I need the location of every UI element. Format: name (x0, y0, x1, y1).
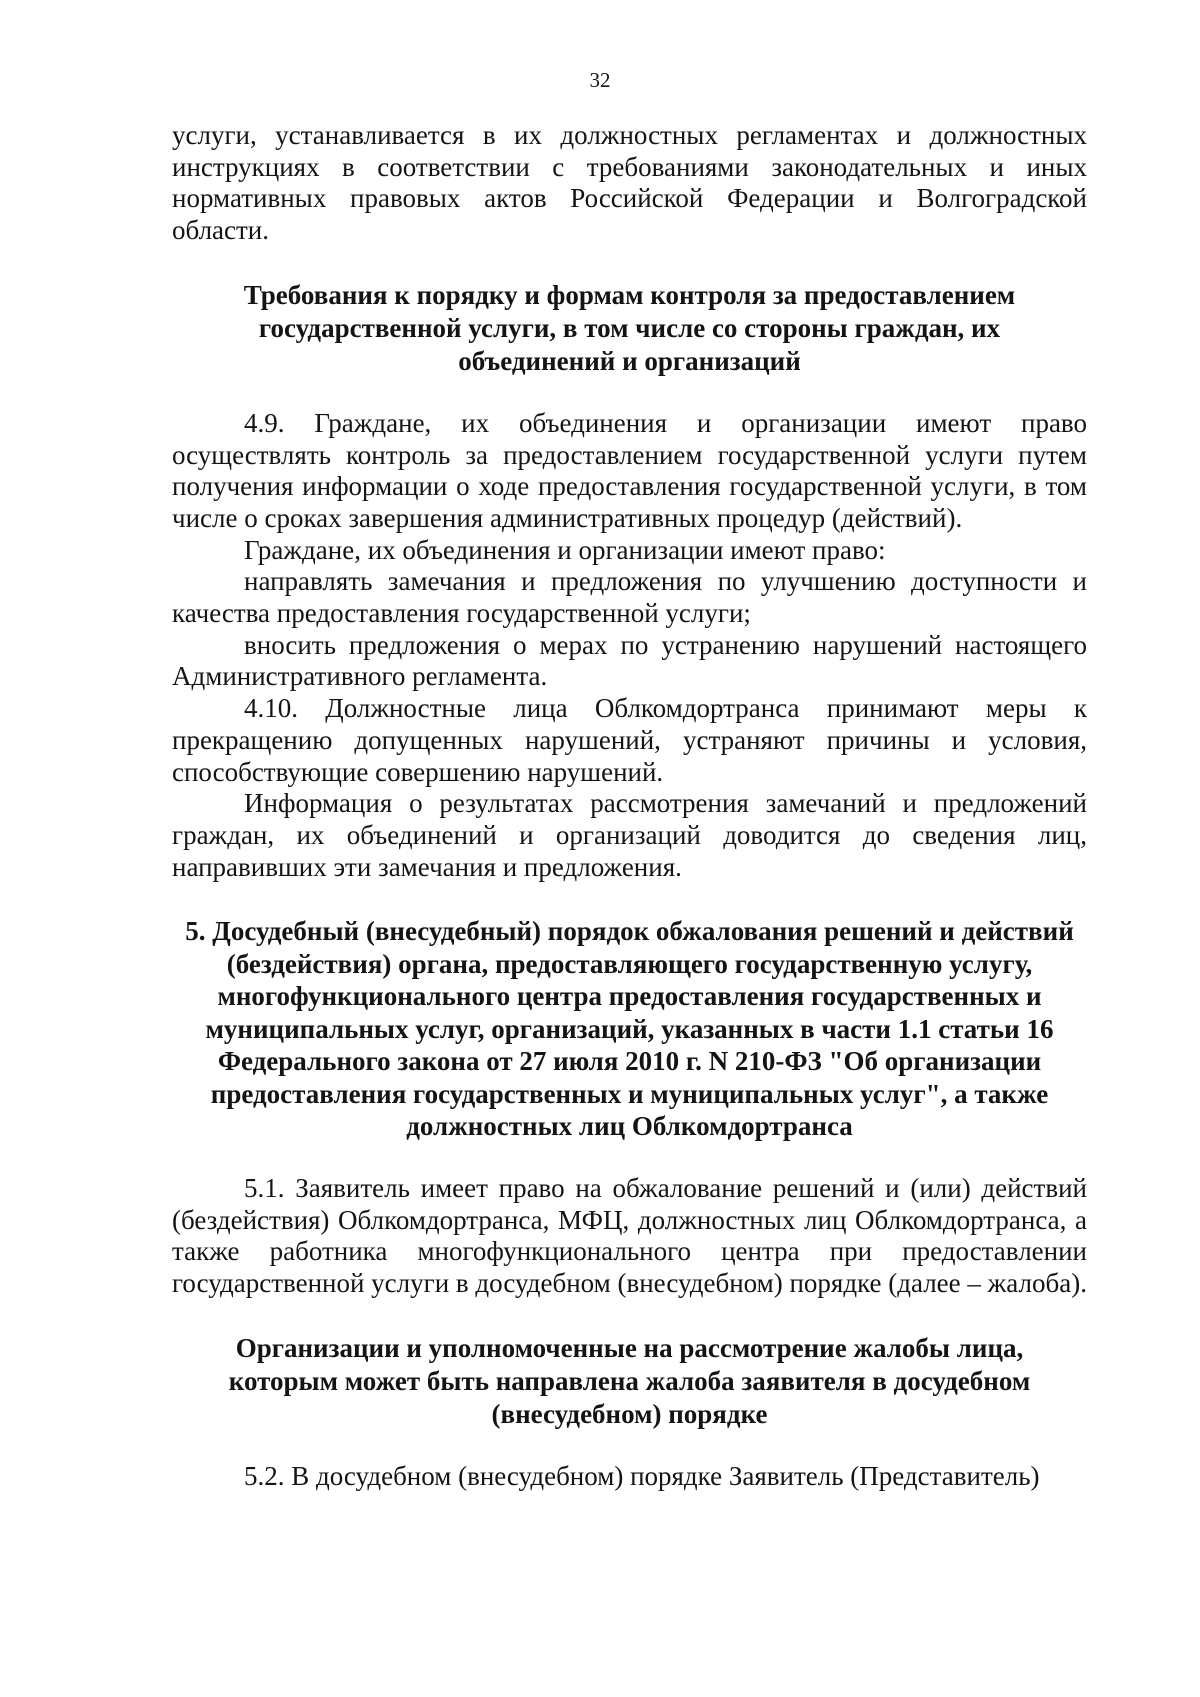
paragraph-4-9: 4.9. Граждане, их объединения и организации имеют право осуществлять контроль за предоставлением государственной услуги путем получения информации о ходе предоставления государственной услуги, в том числе о сроках завершения административных процедур (действий). (172, 407, 1087, 533)
paragraph-5-2: 5.2. В досудебном (внесудебном) порядке Заявитель (Представитель) (244, 1460, 1040, 1491)
paragraph-results-info: Информация о результатах рассмотрения замечаний и предложений граждан, их объединений и организаций доводится до сведения лиц, направивших эти замечания и предложения. (172, 788, 1087, 882)
paragraph-4-10: 4.10. Должностные лица Облкомдортранса принимают меры к прекращению допущенных нарушений, устраняют причины и условия, способствующие совершению нарушений. (172, 693, 1087, 787)
section-heading-control: Требования к порядку и формам контроля за предоставлением государственной услуги, в том числе со стороны граждан, их объединений и организаций (243, 279, 1016, 376)
document-body (172, 120, 1087, 1492)
paragraph-rights-intro: Граждане, их объединения и организации имеют право: (244, 534, 886, 565)
page-number: 32 (589, 68, 611, 92)
paragraph-rights-proposals: вносить предложения о мерах по устранению нарушений настоящего Административного регламента. (172, 629, 1087, 692)
section-heading-complaint-bodies: Организации и уполномоченные на рассмотрение жалобы лица, которым может быть направлена жалоба заявителя в досудебном (внесудебном) порядке (228, 1332, 1031, 1429)
paragraph-5-1: 5.1. Заявитель имеет право на обжалование решений и (или) действий (бездействия) Облкомдортранса, МФЦ, должностных лиц Облкомдортранса, а также работника многофункционального центра при предоставлении государственной услуги в досудебном (внесудебном) порядке (далее – жалоба). (172, 1172, 1087, 1298)
paragraph-rights-remarks: направлять замечания и предложения по улучшению доступности и качества предоставления государственной услуги; (172, 566, 1087, 629)
paragraph-continuation: услуги, устанавливается в их должностных регламентах и должностных инструкциях в соответствии с требованиями законодательных и иных нормативных правовых актов Российской Федерации и Волгоградской области. (172, 120, 1087, 246)
section-heading-5: 5. Досудебный (внесудебный) порядок обжалования решений и действий (бездействия) органа, предоставляющего государственную услугу, многофункционального центра предоставления государственных и муниципальных услуг, организаций, указанных в части 1.1 статьи 16 Федерального закона от 27 июля 2010 г. N 210-ФЗ "Об организации предоставления государственных и муниципальных услуг", а также должностных лиц Облкомдортранса (185, 916, 1074, 1142)
